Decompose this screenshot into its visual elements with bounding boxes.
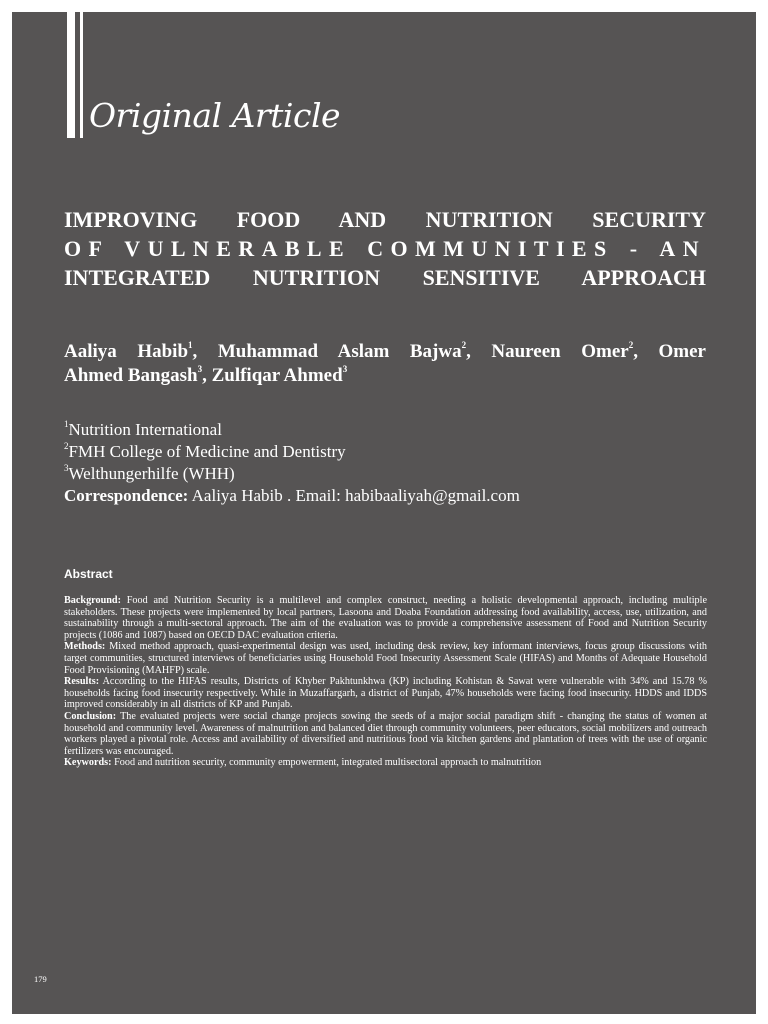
author-affiliation-mark: 3 [342,364,348,374]
affiliation-text: Nutrition International [68,420,222,439]
article-type-heading: Original Article [89,96,341,135]
abstract-heading: Abstract [64,567,113,581]
title-line-1: IMPROVING FOOD AND NUTRITION SECURITY [64,207,706,232]
header-accent-bar [67,12,75,138]
section-label: Keywords: [64,757,112,769]
author-affiliation-mark: 2 [628,340,634,350]
abstract-conclusion [64,711,707,757]
article-page [12,12,756,1014]
correspondence-line [64,485,724,507]
section-label: Methods: [64,641,106,653]
affiliation-item [64,419,724,441]
affiliation-mark: 3 [64,463,69,473]
author-name: Naureen Omer [491,341,629,362]
affiliation-mark: 1 [64,419,69,429]
author-line-1: Aaliya Habib$^1$, Muhammad Aslam Bajwa$^2$, Naureen Omer$^2$, Omer [64,340,706,362]
section-label: Conclusion: [64,710,117,722]
section-text: Mixed method approach, quasi-experimental design was used, including desk review, key informant interviews, focus group discussions with target communities, structured interviews of beneficiaries using Household Food Insecurity Assessment Scale (HIFAS) and Months of Adequate Household Food Provisioning (MAHFP) scale. [64,641,707,676]
abstract-methods [64,641,707,676]
section-text: According to the HIFAS results, Districts of Khyber Pakhtunkhwa (KP) including Kohistan & Sawat were vulnerable with 34% and 15.78 % households facing food insecurity respectively. While in Muzaffargarh, a district of Punjab, 47% households were facing food insecurity. HDDS and IDDS improved considerably in all districts of KP and Punjab. [64,676,707,711]
author-line-2: Ahmed Bangash$^3$, Zulfiqar Ahmed$^3$ [64,364,348,386]
author-affiliation-mark: 1 [188,340,193,350]
article-title [64,205,706,292]
author-affiliation-mark: 3 [197,364,203,374]
author-affiliation-mark: 2 [461,340,467,350]
correspondence-text: Aaliya Habib . Email: habibaaliyah@gmail.com [188,486,520,505]
author-name: Zulfiqar Ahmed [211,365,343,386]
header-accent-bar-thin [80,12,83,138]
abstract-background [64,595,707,641]
author-list [64,340,706,388]
section-text: Food and Nutrition Security is a multilevel and complex construct, needing a holistic developmental approach, including multiple stakeholders. These projects were implemented by local partners, Lasoona and Doaba Foundation addressing food availability, access, use, utilization, and sustainability through a multi-sectoral approach. The aim of the evaluation was to provide a comprehensive assessment of Food and Nutrition Security projects (1086 and 1087) based on OECD DAC evaluation criteria. [64,595,707,641]
section-label: Background: [64,595,121,606]
author-name: Muhammad Aslam Bajwa [217,341,462,362]
affiliation-text: FMH College of Medicine and Dentistry [68,442,346,461]
abstract-keywords [64,757,707,769]
page-number: 179 [34,974,47,984]
abstract-body [64,595,707,769]
section-label: Results: [64,676,100,688]
affiliation-text: Welthungerhilfe (WHH) [68,464,235,483]
author-name-part: Omer [658,341,706,362]
author-name: Aaliya Habib [64,341,189,362]
correspondence-label: Correspondence: [64,486,189,505]
affiliation-mark: 2 [64,441,69,451]
affiliation-item [64,441,724,463]
section-text: Food and nutrition security, community empowerment, integrated multisectoral approach to malnutrition [111,757,542,769]
affiliation-list [64,419,724,507]
abstract-results [64,676,707,711]
title-line-3: INTEGRATED NUTRITION SENSITIVE APPROACH [64,265,706,290]
author-name-part: Ahmed Bangash [64,365,198,386]
section-text: The evaluated projects were social change projects sowing the seeds of a major social paradigm shift - changing the status of women at household and community level. Awareness of malnutrition and balanced diet through community volunteers, peer educators, social mobilizers and outreach workers played a pivotal role. Access and availability of diversified and nutritious food via kitchen gardens and plantation of trees with the use of organic fertilizers was encouraged. [64,710,707,757]
affiliation-item [64,463,724,485]
title-line-2: OF VULNERABLE COMMUNITIES - AN [64,236,706,261]
